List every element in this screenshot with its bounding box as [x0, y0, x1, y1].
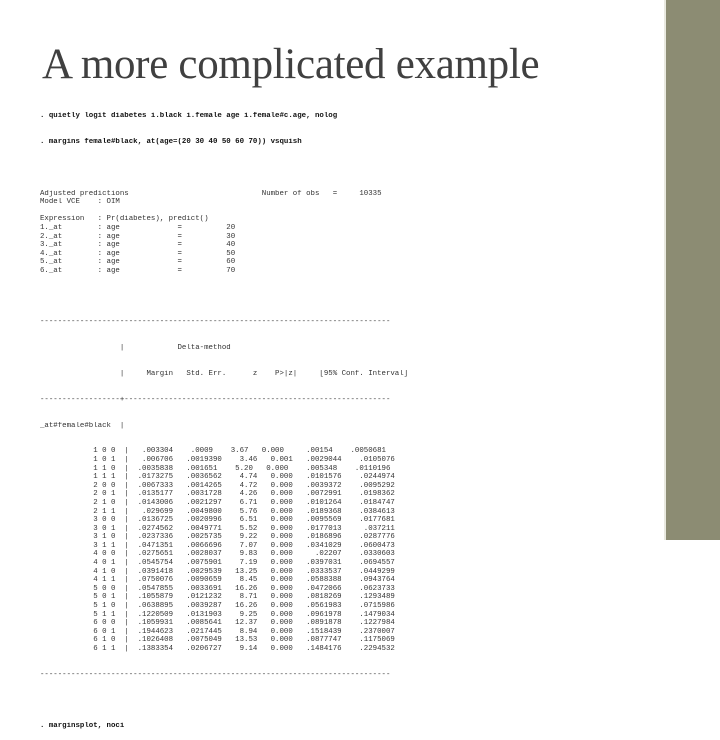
- table-row: 1 0 0 | .003304 .0009 3.67 0.000 .00154 .0050681: [40, 447, 386, 456]
- header-line: 5._at : age = 60: [40, 258, 236, 267]
- table-row: 3 1 1 | .0471351 .0066696 7.07 0.000 .0341029 .0600473: [40, 541, 395, 550]
- table-row: 6 1 0 | .1026408 .0075049 13.53 0.000 .0877747 .1175069: [40, 636, 395, 645]
- command-line: . margins female#black, at(age=(20 30 40 50 60 70)) vsquish: [40, 137, 302, 146]
- separator: ------------------+------------------------------------------------------------: [40, 395, 391, 404]
- separator: -------------------------------------------------------------------------------: [40, 318, 391, 327]
- header-line: Expression : Pr(diabetes), predict(): [40, 215, 209, 224]
- table-row: 4 0 1 | .0545754 .0075901 7.19 0.000 .0397031 .0694557: [40, 559, 395, 568]
- table-row: 2 0 1 | .0135177 .0031728 4.26 0.000 .0072991 .0198362: [40, 490, 395, 499]
- column-header: | Margin Std. Err. z P>|z| [95% Conf. Interval]: [40, 370, 409, 378]
- table-row: 5 0 1 | .1055879 .0121232 8.71 0.000 .0818269 .1293489: [40, 593, 395, 602]
- table-row: 1 1 1 | .0173275 .0036562 4.74 0.000 .0101576 .0244974: [40, 473, 395, 482]
- stata-output: [40, 95, 450, 740]
- table-row: 2 1 1 | .029699 .0049800 5.76 0.000 .0189368 .0384613: [40, 507, 395, 516]
- table-row: 5 1 1 | .1220509 .0131903 9.25 0.000 .0961978 .1479034: [40, 610, 395, 619]
- results-table: [40, 447, 450, 653]
- group-label: _at#female#black |: [40, 421, 125, 430]
- decorative-sidebar: [666, 0, 720, 540]
- header-line: [40, 207, 450, 216]
- header-line: 1._at : age = 20: [40, 223, 236, 232]
- output-header: [40, 190, 450, 276]
- table-row: 5 0 0 | .0547855 .0033691 16.26 0.000 .0472066 .0623733: [40, 584, 395, 593]
- table-row: 4 0 0 | .0275651 .0028037 9.83 0.000 .02207 .0330603: [40, 550, 395, 559]
- header-line: 3._at : age = 40: [40, 241, 236, 250]
- table-row: 1 0 1 | .006706 .0019390 3.46 0.001 .0029044 .0105076: [40, 455, 395, 464]
- table-row: 3 1 0 | .0237336 .0025735 9.22 0.000 .0186896 .0287776: [40, 533, 395, 542]
- header-line: Adjusted predictions Number of obs = 10335: [40, 189, 382, 198]
- table-row: 1 1 0 | .0035838 .001651 5.20 0.000 .005348 .0110196: [40, 464, 391, 473]
- table-row: 5 1 0 | .0638895 .0039287 16.26 0.000 .0561983 .0715986: [40, 602, 395, 611]
- table-row: 4 1 0 | .0391418 .0029539 13.25 0.000 .0333537 .0449299: [40, 567, 395, 576]
- table-row: 6 0 0 | .1059931 .0085641 12.37 0.000 .0891878 .1227984: [40, 619, 395, 628]
- table-row: 3 0 1 | .0274562 .0049771 5.52 0.000 .0177013 .037211: [40, 524, 395, 533]
- header-line: 2._at : age = 30: [40, 232, 236, 241]
- separator: -------------------------------------------------------------------------------: [40, 670, 391, 679]
- table-row: 6 0 1 | .1944623 .0217445 8.94 0.000 .1518439 .2370007: [40, 627, 395, 636]
- command-line: . quietly logit diabetes i.black i.female age i.female#c.age, nolog: [40, 112, 338, 121]
- table-row: 4 1 1 | .0750076 .0090659 8.45 0.000 .0588388 .0943764: [40, 576, 395, 585]
- table-row: 2 1 0 | .0143006 .0021297 6.71 0.000 .0101264 .0184747: [40, 498, 395, 507]
- table-row: 2 0 0 | .0067333 .0014265 4.72 0.000 .0039372 .0095292: [40, 481, 395, 490]
- header-line: 6._at : age = 70: [40, 266, 236, 275]
- header-line: Model VCE : OIM: [40, 198, 120, 207]
- header-line: 4._at : age = 50: [40, 249, 236, 258]
- command-line: . marginsplot, noci: [40, 722, 125, 731]
- slide-title: A more complicated example: [42, 41, 540, 88]
- table-row: 3 0 0 | .0136725 .0020996 6.51 0.000 .0095569 .0177681: [40, 516, 395, 525]
- column-header: | Delta-method: [40, 344, 231, 353]
- table-row: 6 1 1 | .1383354 .0206727 9.14 0.000 .1484176 .2294532: [40, 645, 395, 653]
